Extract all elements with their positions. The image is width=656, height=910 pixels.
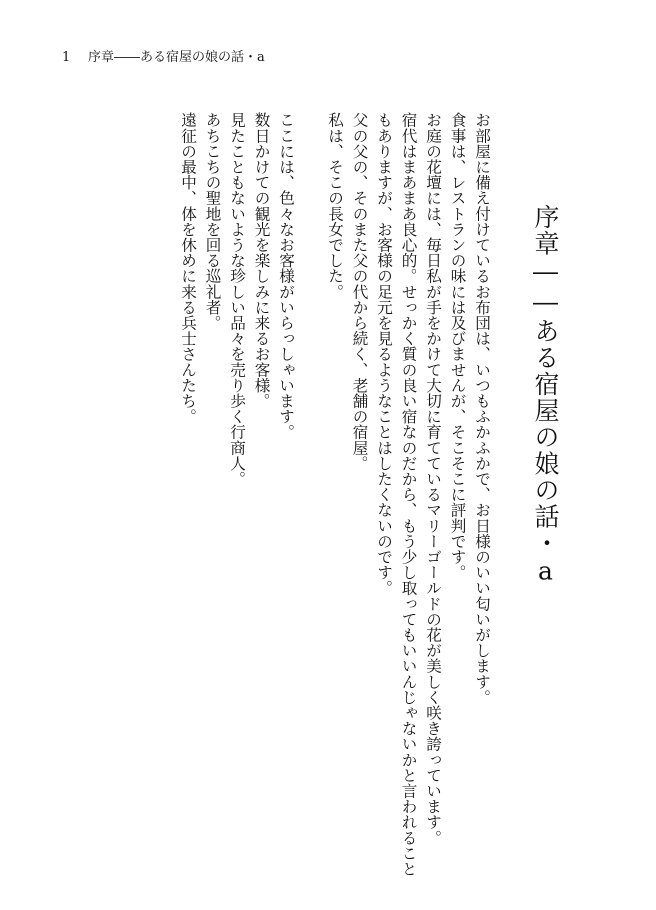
body-line: ここには、色々なお客様がいらっしゃいます。 (277, 112, 295, 440)
running-title: 序章――ある宿屋の娘の話・a (88, 50, 265, 65)
blank-line (298, 112, 323, 852)
page-number: 1 (62, 50, 71, 65)
body-line: あちこちの聖地を回る巡礼者。 (203, 112, 222, 331)
body-line: 数日かけての観光を楽しみに来るお客様。 (252, 112, 271, 409)
body-line: お部屋に備え付けているお布団は、いつもふかふかで、お日様のいい匂いがします。 (473, 112, 491, 705)
body-line: 父の父の、そのまた父の代から続く、老舗の宿屋。 (350, 112, 369, 471)
body-line: 遠征の最中、体を休めに来る兵士さんたち。 (179, 112, 197, 424)
body-line: 食事は、レストランの味には及びませんが、そこそこに評判です。 (448, 112, 467, 580)
body-line: もありますが、お客様の足元を見るようなことはしたくないのです。 (375, 112, 393, 596)
body-line: お庭の花壇には、毎日私が手をかけて大切に育てているマリーゴールドの花が美しく咲き誇っています。 (424, 112, 442, 846)
body-line: 見たこともないような珍しい品々を売り歩く行商人。 (228, 112, 246, 487)
body-line: 私は、そこの長女でした。 (326, 112, 344, 300)
body-line: 宿代はまあまあ良心的。せっかく質の良い宿なのだから、もう少し取ってもいいんじゃないかと言われること (399, 112, 418, 877)
running-header (62, 50, 265, 66)
vertical-text-body (176, 112, 561, 877)
chapter-title: 序章――ある宿屋の娘の話・a (531, 204, 560, 587)
